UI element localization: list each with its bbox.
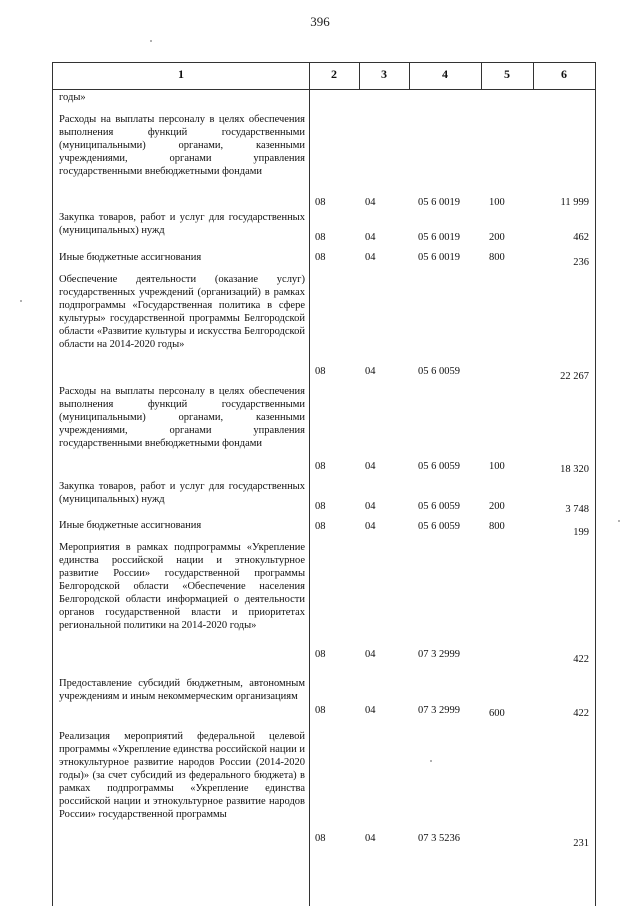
header-col-1: 1 — [178, 67, 184, 81]
expense-type-code: 800 — [489, 252, 505, 263]
expense-type-code: 600 — [489, 708, 505, 719]
target-article-code: 05 6 0059 — [418, 521, 460, 532]
amount: 22 267 — [560, 371, 589, 382]
target-article-code: 07 3 2999 — [418, 705, 460, 716]
budget-table — [52, 62, 596, 906]
section-code: 08 — [315, 252, 326, 263]
header-divider — [53, 89, 595, 90]
subsection-code: 04 — [365, 366, 376, 377]
amount: 199 — [573, 527, 589, 538]
target-article-code: 05 6 0019 — [418, 252, 460, 263]
target-article-code: 07 3 2999 — [418, 649, 460, 660]
expense-type-code: 200 — [489, 232, 505, 243]
expense-type-code: 200 — [489, 501, 505, 512]
expense-type-code: 100 — [489, 461, 505, 472]
amount: 3 748 — [565, 504, 589, 515]
subsection-code: 04 — [365, 501, 376, 512]
section-code: 08 — [315, 232, 326, 243]
scan-speck — [150, 40, 152, 42]
row-description: Расходы на выплаты персоналу в целях обеспечения выполнения функций государственными (муниципальными) органами, казенными учреждениями, органами управления государственными внебюджетными фондами — [59, 114, 305, 177]
subsection-code: 04 — [365, 461, 376, 472]
section-code: 08 — [315, 197, 326, 208]
page-number: 396 — [310, 14, 330, 29]
row-description: Иные бюджетные ассигнования — [59, 252, 202, 263]
section-code: 08 — [315, 705, 326, 716]
target-article-code: 05 6 0059 — [418, 501, 460, 512]
target-article-code: 05 6 0019 — [418, 232, 460, 243]
section-code: 08 — [315, 461, 326, 472]
header-col-4: 4 — [442, 67, 448, 81]
subsection-code: 04 — [365, 232, 376, 243]
header-col-3: 3 — [381, 67, 387, 81]
amount: 231 — [573, 838, 589, 849]
amount: 422 — [573, 708, 589, 719]
header-col-5: 5 — [504, 67, 510, 81]
amount: 422 — [573, 654, 589, 665]
expense-type-code: 100 — [489, 197, 505, 208]
row-description: Реализация мероприятий федеральной целевой программы «Укрепление единства российской нации и этнокультурное развитие народов России (2014-2020 годы)» (за счет субсидий из федерального бюджета) в рамках подпрограммы «Укрепление единства российской нации и этнокультурное развитие народов России» государственной программы — [59, 731, 306, 820]
target-article-code: 07 3 5236 — [418, 833, 460, 844]
section-code: 08 — [315, 833, 326, 844]
row-description: Закупка товаров, работ и услуг для государственных (муниципальных) нужд — [59, 481, 305, 505]
target-article-code: 05 6 0059 — [418, 366, 460, 377]
subsection-code: 04 — [365, 705, 376, 716]
scan-speck — [20, 300, 22, 302]
section-code: 08 — [315, 501, 326, 512]
row-description: Расходы на выплаты персоналу в целях обеспечения выполнения функций государственными (муниципальными) органами, казенными учреждениями, органами управления государственными внебюджетными фондами — [59, 386, 305, 449]
target-article-code: 05 6 0059 — [418, 461, 460, 472]
row-description: Иные бюджетные ассигнования — [59, 520, 202, 531]
amount: 462 — [573, 232, 589, 243]
continuation-text: годы» — [59, 92, 86, 103]
expense-type-code: 800 — [489, 521, 505, 532]
subsection-code: 04 — [365, 521, 376, 532]
subsection-code: 04 — [365, 833, 376, 844]
target-article-code: 05 6 0019 — [418, 197, 460, 208]
row-description: Закупка товаров, работ и услуг для государственных (муниципальных) нужд — [59, 212, 305, 236]
column-divider — [309, 63, 310, 906]
amount: 236 — [573, 257, 589, 268]
subsection-code: 04 — [365, 649, 376, 660]
section-code: 08 — [315, 521, 326, 532]
section-code: 08 — [315, 649, 326, 660]
row-description: Предоставление субсидий бюджетным, автономным учреждениям и иным некоммерческим организациям — [59, 678, 305, 702]
header-col-6: 6 — [561, 67, 567, 81]
scan-speck — [618, 520, 620, 522]
row-description: Обеспечение деятельности (оказание услуг) государственных учреждений (организаций) в рамках подпрограммы «Государственная политика в сфере культуры» государственной программы Белгородской области «Развитие культуры и искусства Белгородской области на 2014-2020 годы» — [59, 274, 305, 350]
scan-speck — [430, 760, 432, 762]
row-description: Мероприятия в рамках подпрограммы «Укрепление единства российской нации и этнокультурное развитие России» государственной программы Белгородской области «Обеспечение населения Белгородской области информацией о деятельности органов государственной власти и приоритетах региональной политики на 2014-2020 годы» — [59, 542, 305, 631]
header-col-2: 2 — [331, 67, 337, 81]
amount: 11 999 — [560, 197, 589, 208]
subsection-code: 04 — [365, 252, 376, 263]
subsection-code: 04 — [365, 197, 376, 208]
amount: 18 320 — [560, 464, 589, 475]
section-code: 08 — [315, 366, 326, 377]
